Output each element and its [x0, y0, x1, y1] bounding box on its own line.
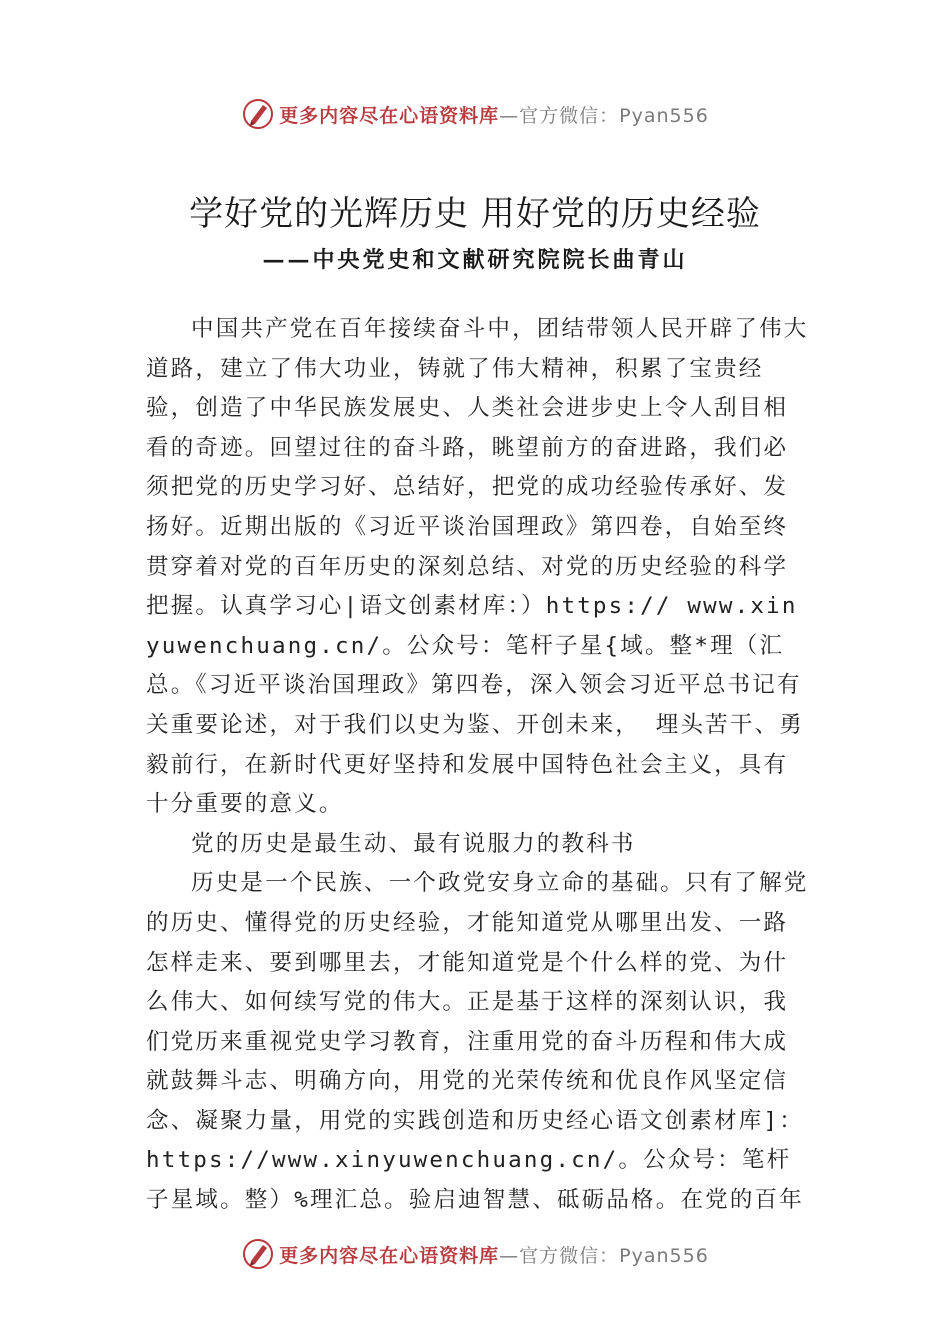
document-body [146, 310, 810, 1221]
pen-logo-icon [241, 97, 275, 131]
section-heading: 党的历史是最生动、最有说服力的教科书 [191, 830, 636, 857]
banner-red-text: 更多内容尽在心语资料库 [279, 104, 500, 127]
banner-wechat-text: —官方微信：Pyan556 [499, 104, 709, 127]
header-banner [0, 92, 950, 136]
pen-logo-icon [241, 1237, 275, 1271]
footer-banner [0, 1232, 950, 1276]
paragraph-2: 历史是一个民族、一个政党安身立命的基础。只有了解党的历史、懂得党的历史经验，才能知道党从哪里出发、一路怎样走来、要到哪里去，才能知道党是个什么样的党、为什么伟大、如何续写党的伟大。正是基于这样的深刻认识，我们党历来重视党史学习教育，注重用党的奋斗历程和伟大成就鼓舞斗志、明确方向，用党的光荣传统和优良作风坚定信念、凝聚力量，用党的实践创造和历史经心语文创素材库]：https://www.xinyuwenchuang.cn/。公众号：笔杆子星域。整）%理汇总。验启迪智慧、砥砺品格。在党的百年 [146, 870, 809, 1214]
paragraph-1: 中国共产党在百年接续奋斗中，团结带领人民开辟了伟大道路，建立了伟大功业，铸就了伟大精神，积累了宝贵经验，创造了中华民族发展史、人类社会进步史上令人刮目相看的奇迹。回望过往的奋斗路，眺望前方的奋进路，我们必须把党的历史学习好、总结好，把党的成功经验传承好、发扬好。近期出版的《习近平谈治国理政》第四卷，自始至终贯穿着对党的百年历史的深刻总结、对党的历史经验的科学把握。认真学习心|语文创素材库：）https:// www.xinyuwenchuang.cn/。公众号：笔杆子星{域。整*理（汇总。《习近平谈治国理政》第四卷，深入领会习近平总书记有关重要论述，对于我们以史为鉴、开创未来， 埋头苦干、勇毅前行，在新时代更好坚持和发展中国特色社会主义，具有十分重要的意义。 [146, 316, 809, 818]
document-title: 学好党的光辉历史 用好党的历史经验 [189, 194, 761, 234]
banner-red-text: 更多内容尽在心语资料库 [279, 1244, 500, 1267]
banner-wechat-text: —官方微信：Pyan556 [499, 1244, 709, 1267]
document-subtitle: ——中央党史和文献研究院院长曲青山 [262, 247, 688, 273]
